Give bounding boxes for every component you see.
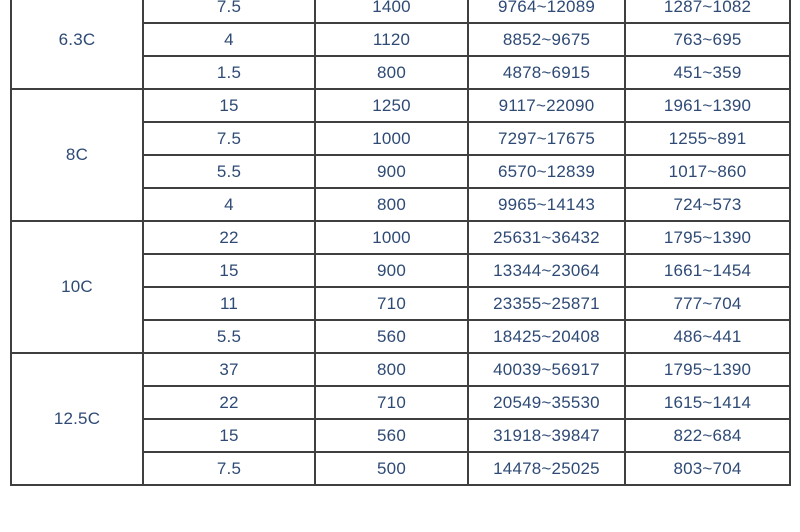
model-cell: 8C <box>11 89 143 221</box>
table-row <box>11 0 790 23</box>
model-cell: 6.3C <box>11 0 143 89</box>
data-cell: 800 <box>315 353 468 386</box>
table-row <box>11 89 790 122</box>
data-cell: 1961~1390 <box>625 89 790 122</box>
data-cell: 7.5 <box>143 0 315 23</box>
data-cell: 1615~1414 <box>625 386 790 419</box>
data-cell: 20549~35530 <box>468 386 625 419</box>
data-cell: 500 <box>315 452 468 485</box>
data-cell: 451~359 <box>625 56 790 89</box>
spec-table <box>10 0 791 486</box>
data-cell: 1400 <box>315 0 468 23</box>
data-cell: 900 <box>315 155 468 188</box>
data-cell: 11 <box>143 287 315 320</box>
table-row <box>11 353 790 386</box>
data-cell: 15 <box>143 254 315 287</box>
model-cell: 12.5C <box>11 353 143 485</box>
data-cell: 1120 <box>315 23 468 56</box>
data-cell: 1795~1390 <box>625 221 790 254</box>
data-cell: 1.5 <box>143 56 315 89</box>
data-cell: 560 <box>315 320 468 353</box>
data-cell: 1795~1390 <box>625 353 790 386</box>
data-cell: 1661~1454 <box>625 254 790 287</box>
data-cell: 1000 <box>315 221 468 254</box>
data-cell: 7.5 <box>143 452 315 485</box>
data-cell: 14478~25025 <box>468 452 625 485</box>
data-cell: 763~695 <box>625 23 790 56</box>
data-cell: 15 <box>143 89 315 122</box>
data-cell: 1017~860 <box>625 155 790 188</box>
data-cell: 22 <box>143 221 315 254</box>
data-cell: 800 <box>315 188 468 221</box>
data-cell: 777~704 <box>625 287 790 320</box>
data-cell: 13344~23064 <box>468 254 625 287</box>
data-cell: 1000 <box>315 122 468 155</box>
data-cell: 900 <box>315 254 468 287</box>
data-cell: 6570~12839 <box>468 155 625 188</box>
data-cell: 15 <box>143 419 315 452</box>
data-cell: 710 <box>315 287 468 320</box>
data-cell: 18425~20408 <box>468 320 625 353</box>
data-cell: 25631~36432 <box>468 221 625 254</box>
data-cell: 9764~12089 <box>468 0 625 23</box>
data-cell: 486~441 <box>625 320 790 353</box>
data-cell: 22 <box>143 386 315 419</box>
data-cell: 5.5 <box>143 155 315 188</box>
data-cell: 37 <box>143 353 315 386</box>
data-cell: 4878~6915 <box>468 56 625 89</box>
table-row <box>11 221 790 254</box>
data-cell: 5.5 <box>143 320 315 353</box>
data-cell: 31918~39847 <box>468 419 625 452</box>
data-cell: 1250 <box>315 89 468 122</box>
data-cell: 23355~25871 <box>468 287 625 320</box>
data-cell: 710 <box>315 386 468 419</box>
data-cell: 4 <box>143 23 315 56</box>
data-cell: 7.5 <box>143 122 315 155</box>
model-cell: 10C <box>11 221 143 353</box>
data-cell: 1255~891 <box>625 122 790 155</box>
data-cell: 8852~9675 <box>468 23 625 56</box>
data-cell: 1287~1082 <box>625 0 790 23</box>
data-cell: 800 <box>315 56 468 89</box>
data-cell: 40039~56917 <box>468 353 625 386</box>
data-cell: 9117~22090 <box>468 89 625 122</box>
data-cell: 724~573 <box>625 188 790 221</box>
data-cell: 7297~17675 <box>468 122 625 155</box>
data-cell: 4 <box>143 188 315 221</box>
data-cell: 803~704 <box>625 452 790 485</box>
data-cell: 822~684 <box>625 419 790 452</box>
data-cell: 560 <box>315 419 468 452</box>
data-cell: 9965~14143 <box>468 188 625 221</box>
spec-table-body <box>11 0 790 485</box>
